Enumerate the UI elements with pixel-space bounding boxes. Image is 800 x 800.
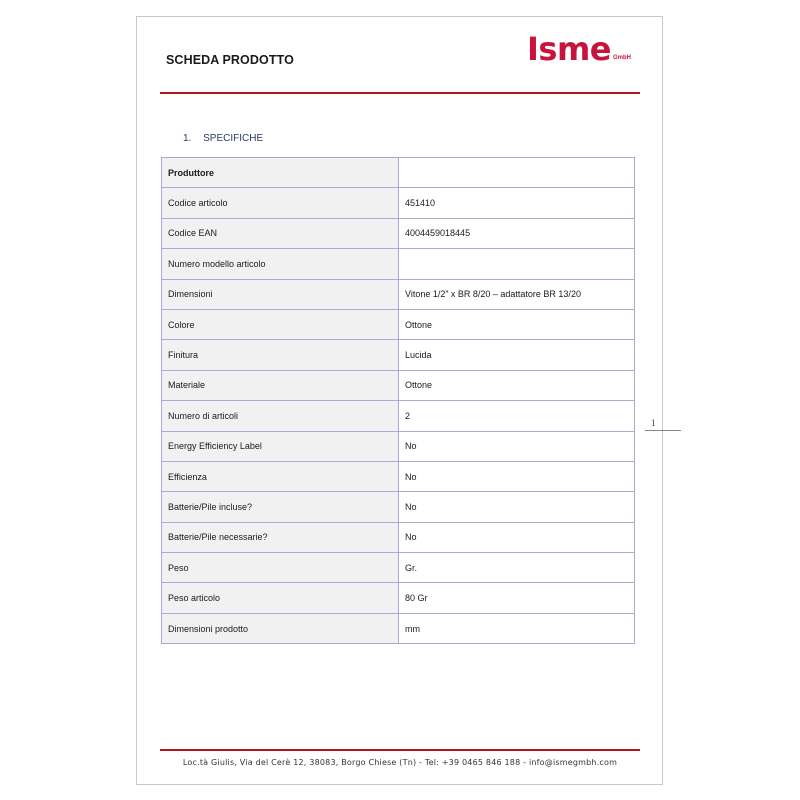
- spec-value: mm: [399, 613, 635, 643]
- table-row: [162, 461, 635, 491]
- spec-label: Materiale: [162, 370, 399, 400]
- table-row: [162, 279, 635, 309]
- table-row: [162, 370, 635, 400]
- spec-label: Codice EAN: [162, 218, 399, 248]
- spec-label: Dimensioni: [162, 279, 399, 309]
- section-heading: [183, 133, 263, 144]
- spec-label: Produttore: [162, 158, 399, 188]
- spec-label: Dimensioni prodotto: [162, 613, 399, 643]
- table-row: [162, 492, 635, 522]
- document-title: SCHEDA PRODOTTO: [166, 53, 294, 67]
- table-row: [162, 158, 635, 188]
- spec-value: 80 Gr: [399, 583, 635, 613]
- spec-value: No: [399, 522, 635, 552]
- spec-value: No: [399, 492, 635, 522]
- company-logo: [527, 30, 631, 68]
- spec-value: Ottone: [399, 370, 635, 400]
- spec-label: Colore: [162, 309, 399, 339]
- table-row: [162, 309, 635, 339]
- spec-value: No: [399, 461, 635, 491]
- section-number: 1.: [183, 133, 192, 144]
- specifications-table: [161, 157, 635, 644]
- spec-label: Peso: [162, 553, 399, 583]
- header-divider: [160, 92, 640, 94]
- spec-label: Codice articolo: [162, 188, 399, 218]
- spec-value: 451410: [399, 188, 635, 218]
- page-number: 1: [651, 418, 656, 428]
- spec-label: Batterie/Pile necessarie?: [162, 522, 399, 552]
- table-row: [162, 340, 635, 370]
- spec-value: Gr.: [399, 553, 635, 583]
- footer-contact-info: Loc.tà Giulis, Via del Cerè 12, 38083, Borgo Chiese (Tn) - Tel: +39 0465 846 188 - info@ismegmbh.com: [182, 758, 618, 767]
- spec-label: Energy Efficiency Label: [162, 431, 399, 461]
- spec-value: 2: [399, 401, 635, 431]
- spec-value: 4004459018445: [399, 218, 635, 248]
- spec-label: Finitura: [162, 340, 399, 370]
- footer-divider: [160, 749, 640, 751]
- spec-value: [399, 158, 635, 188]
- spec-label: Numero di articoli: [162, 401, 399, 431]
- spec-value: [399, 249, 635, 279]
- spec-label: Peso articolo: [162, 583, 399, 613]
- table-row: [162, 553, 635, 583]
- spec-value: Lucida: [399, 340, 635, 370]
- logo-name: Isme: [527, 30, 611, 68]
- table-row: [162, 218, 635, 248]
- table-row: [162, 188, 635, 218]
- spec-value: Ottone: [399, 309, 635, 339]
- table-row: [162, 431, 635, 461]
- table-row: [162, 522, 635, 552]
- spec-label: Efficienza: [162, 461, 399, 491]
- table-row: [162, 401, 635, 431]
- table-row: [162, 583, 635, 613]
- spec-value: Vitone 1/2” x BR 8/20 – adattatore BR 13/20: [399, 279, 635, 309]
- logo-suffix: GmbH: [613, 55, 631, 61]
- spec-value: No: [399, 431, 635, 461]
- table-row: [162, 249, 635, 279]
- table-row: [162, 613, 635, 643]
- page-number-marker-line: [645, 430, 681, 431]
- section-title: SPECIFICHE: [203, 133, 264, 144]
- spec-label: Numero modello articolo: [162, 249, 399, 279]
- spec-label: Batterie/Pile incluse?: [162, 492, 399, 522]
